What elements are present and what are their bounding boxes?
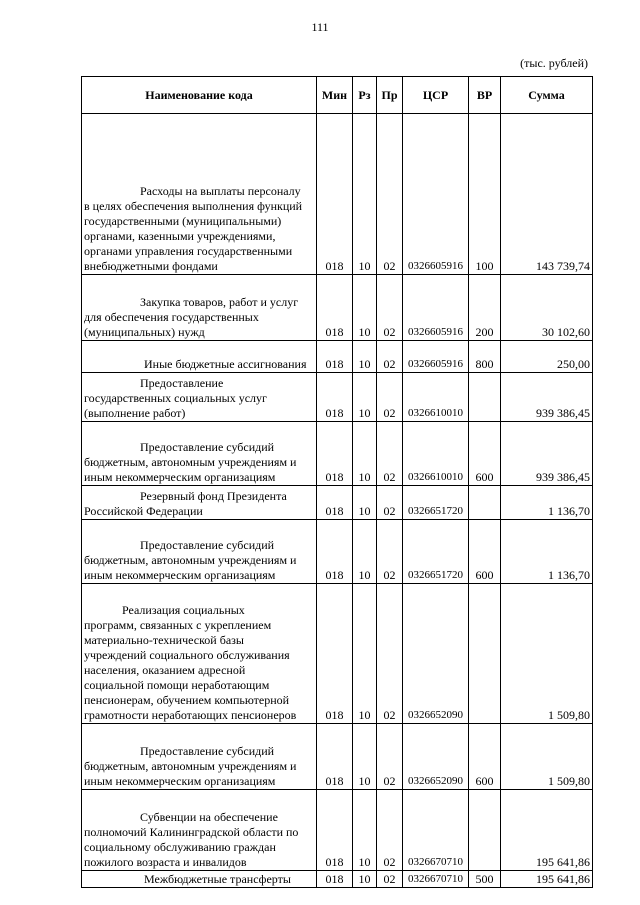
table-row bbox=[82, 275, 593, 341]
row-name-line: для обеспечения государственных bbox=[84, 310, 259, 324]
row-name bbox=[82, 790, 317, 871]
row-name-line: Предоставление субсидий bbox=[140, 538, 275, 552]
row-min: 018 bbox=[317, 422, 353, 486]
row-name-line: Предоставление субсидий bbox=[140, 744, 275, 758]
row-vr: 800 bbox=[469, 341, 501, 373]
page-number: 111 bbox=[311, 20, 329, 34]
row-rz: 10 bbox=[353, 790, 377, 871]
row-rz: 10 bbox=[353, 520, 377, 584]
row-sum: 1 509,80 bbox=[501, 584, 593, 724]
row-vr bbox=[469, 584, 501, 724]
row-csr: 0326610010 bbox=[403, 373, 469, 422]
row-min: 018 bbox=[317, 114, 353, 275]
row-name-line: в целях обеспечения выполнения функций bbox=[84, 199, 303, 213]
row-min: 018 bbox=[317, 275, 353, 341]
table-row bbox=[82, 520, 593, 584]
row-name-line: Закупка товаров, работ и услуг bbox=[140, 295, 299, 309]
row-name-line: учреждений социального обслуживания bbox=[84, 648, 290, 662]
row-name-line: материально-технической базы bbox=[84, 633, 244, 647]
row-name-line: бюджетным, автономным учреждениям и bbox=[84, 759, 297, 773]
row-name-line: пенсионерам, обучением компьютерной bbox=[84, 693, 290, 707]
row-name-line: Реализация социальных bbox=[122, 603, 245, 617]
header-row bbox=[82, 77, 593, 114]
row-name-line: органами, казенными учреждениями, bbox=[84, 229, 276, 243]
header-rz: Рз bbox=[353, 77, 377, 114]
row-rz: 10 bbox=[353, 486, 377, 520]
row-vr bbox=[469, 790, 501, 871]
row-sum: 1 509,80 bbox=[501, 724, 593, 790]
row-csr: 0326652090 bbox=[403, 724, 469, 790]
row-vr bbox=[469, 373, 501, 422]
row-csr: 0326610010 bbox=[403, 422, 469, 486]
row-rz: 10 bbox=[353, 871, 377, 888]
header-vr: ВР bbox=[469, 77, 501, 114]
row-name-line: (муниципальных) нужд bbox=[84, 325, 205, 339]
row-min: 018 bbox=[317, 373, 353, 422]
row-name-line: внебюджетными фондами bbox=[84, 259, 218, 273]
row-rz: 10 bbox=[353, 341, 377, 373]
row-name bbox=[82, 114, 317, 275]
header-name: Наименование кода bbox=[82, 77, 317, 114]
row-pr: 02 bbox=[377, 520, 403, 584]
header-csr: ЦСР bbox=[403, 77, 469, 114]
row-pr: 02 bbox=[377, 341, 403, 373]
row-name-line: иным некоммерческим организациям bbox=[84, 470, 276, 484]
budget-table bbox=[81, 76, 593, 888]
row-pr: 02 bbox=[377, 724, 403, 790]
row-name-line: государственных социальных услуг bbox=[84, 391, 267, 405]
row-name-line: Российской Федерации bbox=[84, 504, 203, 518]
row-name-line: иным некоммерческим организациям bbox=[84, 568, 276, 582]
row-vr: 600 bbox=[469, 520, 501, 584]
row-min: 018 bbox=[317, 520, 353, 584]
row-name bbox=[82, 486, 317, 520]
row-name-line: Субвенции на обеспечение bbox=[140, 810, 278, 824]
row-min: 018 bbox=[317, 584, 353, 724]
row-name-line: программ, связанных с укреплением bbox=[84, 618, 272, 632]
row-name bbox=[82, 584, 317, 724]
row-name bbox=[82, 341, 317, 373]
row-csr: 0326670710 bbox=[403, 790, 469, 871]
row-csr: 0326651720 bbox=[403, 486, 469, 520]
units-label: (тыс. рублей) bbox=[520, 56, 588, 70]
row-name-line: иным некоммерческим организациям bbox=[84, 774, 276, 788]
row-name-line: социальному обслуживанию граждан bbox=[84, 840, 276, 854]
row-name-line: Иные бюджетные ассигнования bbox=[144, 357, 307, 371]
row-pr: 02 bbox=[377, 790, 403, 871]
row-name-line: Предоставление субсидий bbox=[140, 440, 275, 454]
row-name bbox=[82, 275, 317, 341]
table-row bbox=[82, 486, 593, 520]
row-pr: 02 bbox=[377, 486, 403, 520]
row-vr: 600 bbox=[469, 422, 501, 486]
row-name-line: пожилого возраста и инвалидов bbox=[84, 855, 247, 869]
table-row bbox=[82, 871, 593, 888]
row-vr: 600 bbox=[469, 724, 501, 790]
row-sum: 250,00 bbox=[501, 341, 593, 373]
table-row bbox=[82, 341, 593, 373]
row-sum: 1 136,70 bbox=[501, 486, 593, 520]
table-row bbox=[82, 422, 593, 486]
row-name-line: Расходы на выплаты персоналу bbox=[140, 184, 301, 198]
row-rz: 10 bbox=[353, 584, 377, 724]
header-sum: Сумма bbox=[501, 77, 593, 114]
row-name-line: (выполнение работ) bbox=[84, 406, 186, 420]
table-row bbox=[82, 114, 593, 275]
row-min: 018 bbox=[317, 724, 353, 790]
table-row bbox=[82, 584, 593, 724]
row-name-line: Предоставление bbox=[140, 376, 224, 390]
row-sum: 143 739,74 bbox=[501, 114, 593, 275]
header-min: Мин bbox=[317, 77, 353, 114]
row-vr: 500 bbox=[469, 871, 501, 888]
row-sum: 195 641,86 bbox=[501, 871, 593, 888]
row-sum: 195 641,86 bbox=[501, 790, 593, 871]
row-sum: 939 386,45 bbox=[501, 422, 593, 486]
row-name-line: населения, оказанием адресной bbox=[84, 663, 246, 677]
row-vr: 200 bbox=[469, 275, 501, 341]
row-name-line: бюджетным, автономным учреждениям и bbox=[84, 553, 297, 567]
table-row bbox=[82, 790, 593, 871]
row-csr: 0326605916 bbox=[403, 275, 469, 341]
table-row bbox=[82, 724, 593, 790]
row-name-line: государственными (муниципальными) bbox=[84, 214, 282, 228]
row-name-line: Межбюджетные трансферты bbox=[144, 872, 291, 886]
row-csr: 0326605916 bbox=[403, 114, 469, 275]
row-sum: 1 136,70 bbox=[501, 520, 593, 584]
row-name-line: грамотности неработающих пенсионеров bbox=[84, 708, 297, 722]
row-name-line: полномочий Калининградской области по bbox=[84, 825, 299, 839]
header-pr: Пр bbox=[377, 77, 403, 114]
row-sum: 30 102,60 bbox=[501, 275, 593, 341]
row-vr bbox=[469, 486, 501, 520]
row-min: 018 bbox=[317, 341, 353, 373]
row-min: 018 bbox=[317, 790, 353, 871]
row-csr: 0326652090 bbox=[403, 584, 469, 724]
row-name bbox=[82, 422, 317, 486]
row-name bbox=[82, 724, 317, 790]
row-csr: 0326605916 bbox=[403, 341, 469, 373]
row-name bbox=[82, 520, 317, 584]
row-vr: 100 bbox=[469, 114, 501, 275]
row-pr: 02 bbox=[377, 871, 403, 888]
row-pr: 02 bbox=[377, 275, 403, 341]
row-pr: 02 bbox=[377, 422, 403, 486]
row-rz: 10 bbox=[353, 114, 377, 275]
row-min: 018 bbox=[317, 486, 353, 520]
row-name-line: социальной помощи неработающим bbox=[84, 678, 270, 692]
row-name bbox=[82, 373, 317, 422]
row-pr: 02 bbox=[377, 373, 403, 422]
row-pr: 02 bbox=[377, 114, 403, 275]
row-rz: 10 bbox=[353, 724, 377, 790]
table-row bbox=[82, 373, 593, 422]
row-csr: 0326670710 bbox=[403, 871, 469, 888]
row-csr: 0326651720 bbox=[403, 520, 469, 584]
row-sum: 939 386,45 bbox=[501, 373, 593, 422]
row-name-line: Резервный фонд Президента bbox=[140, 489, 287, 503]
row-min: 018 bbox=[317, 871, 353, 888]
row-name-line: бюджетным, автономным учреждениям и bbox=[84, 455, 297, 469]
row-pr: 02 bbox=[377, 584, 403, 724]
row-name-line: органами управления государственными bbox=[84, 244, 293, 258]
row-rz: 10 bbox=[353, 373, 377, 422]
row-rz: 10 bbox=[353, 275, 377, 341]
row-rz: 10 bbox=[353, 422, 377, 486]
row-name bbox=[82, 871, 317, 888]
